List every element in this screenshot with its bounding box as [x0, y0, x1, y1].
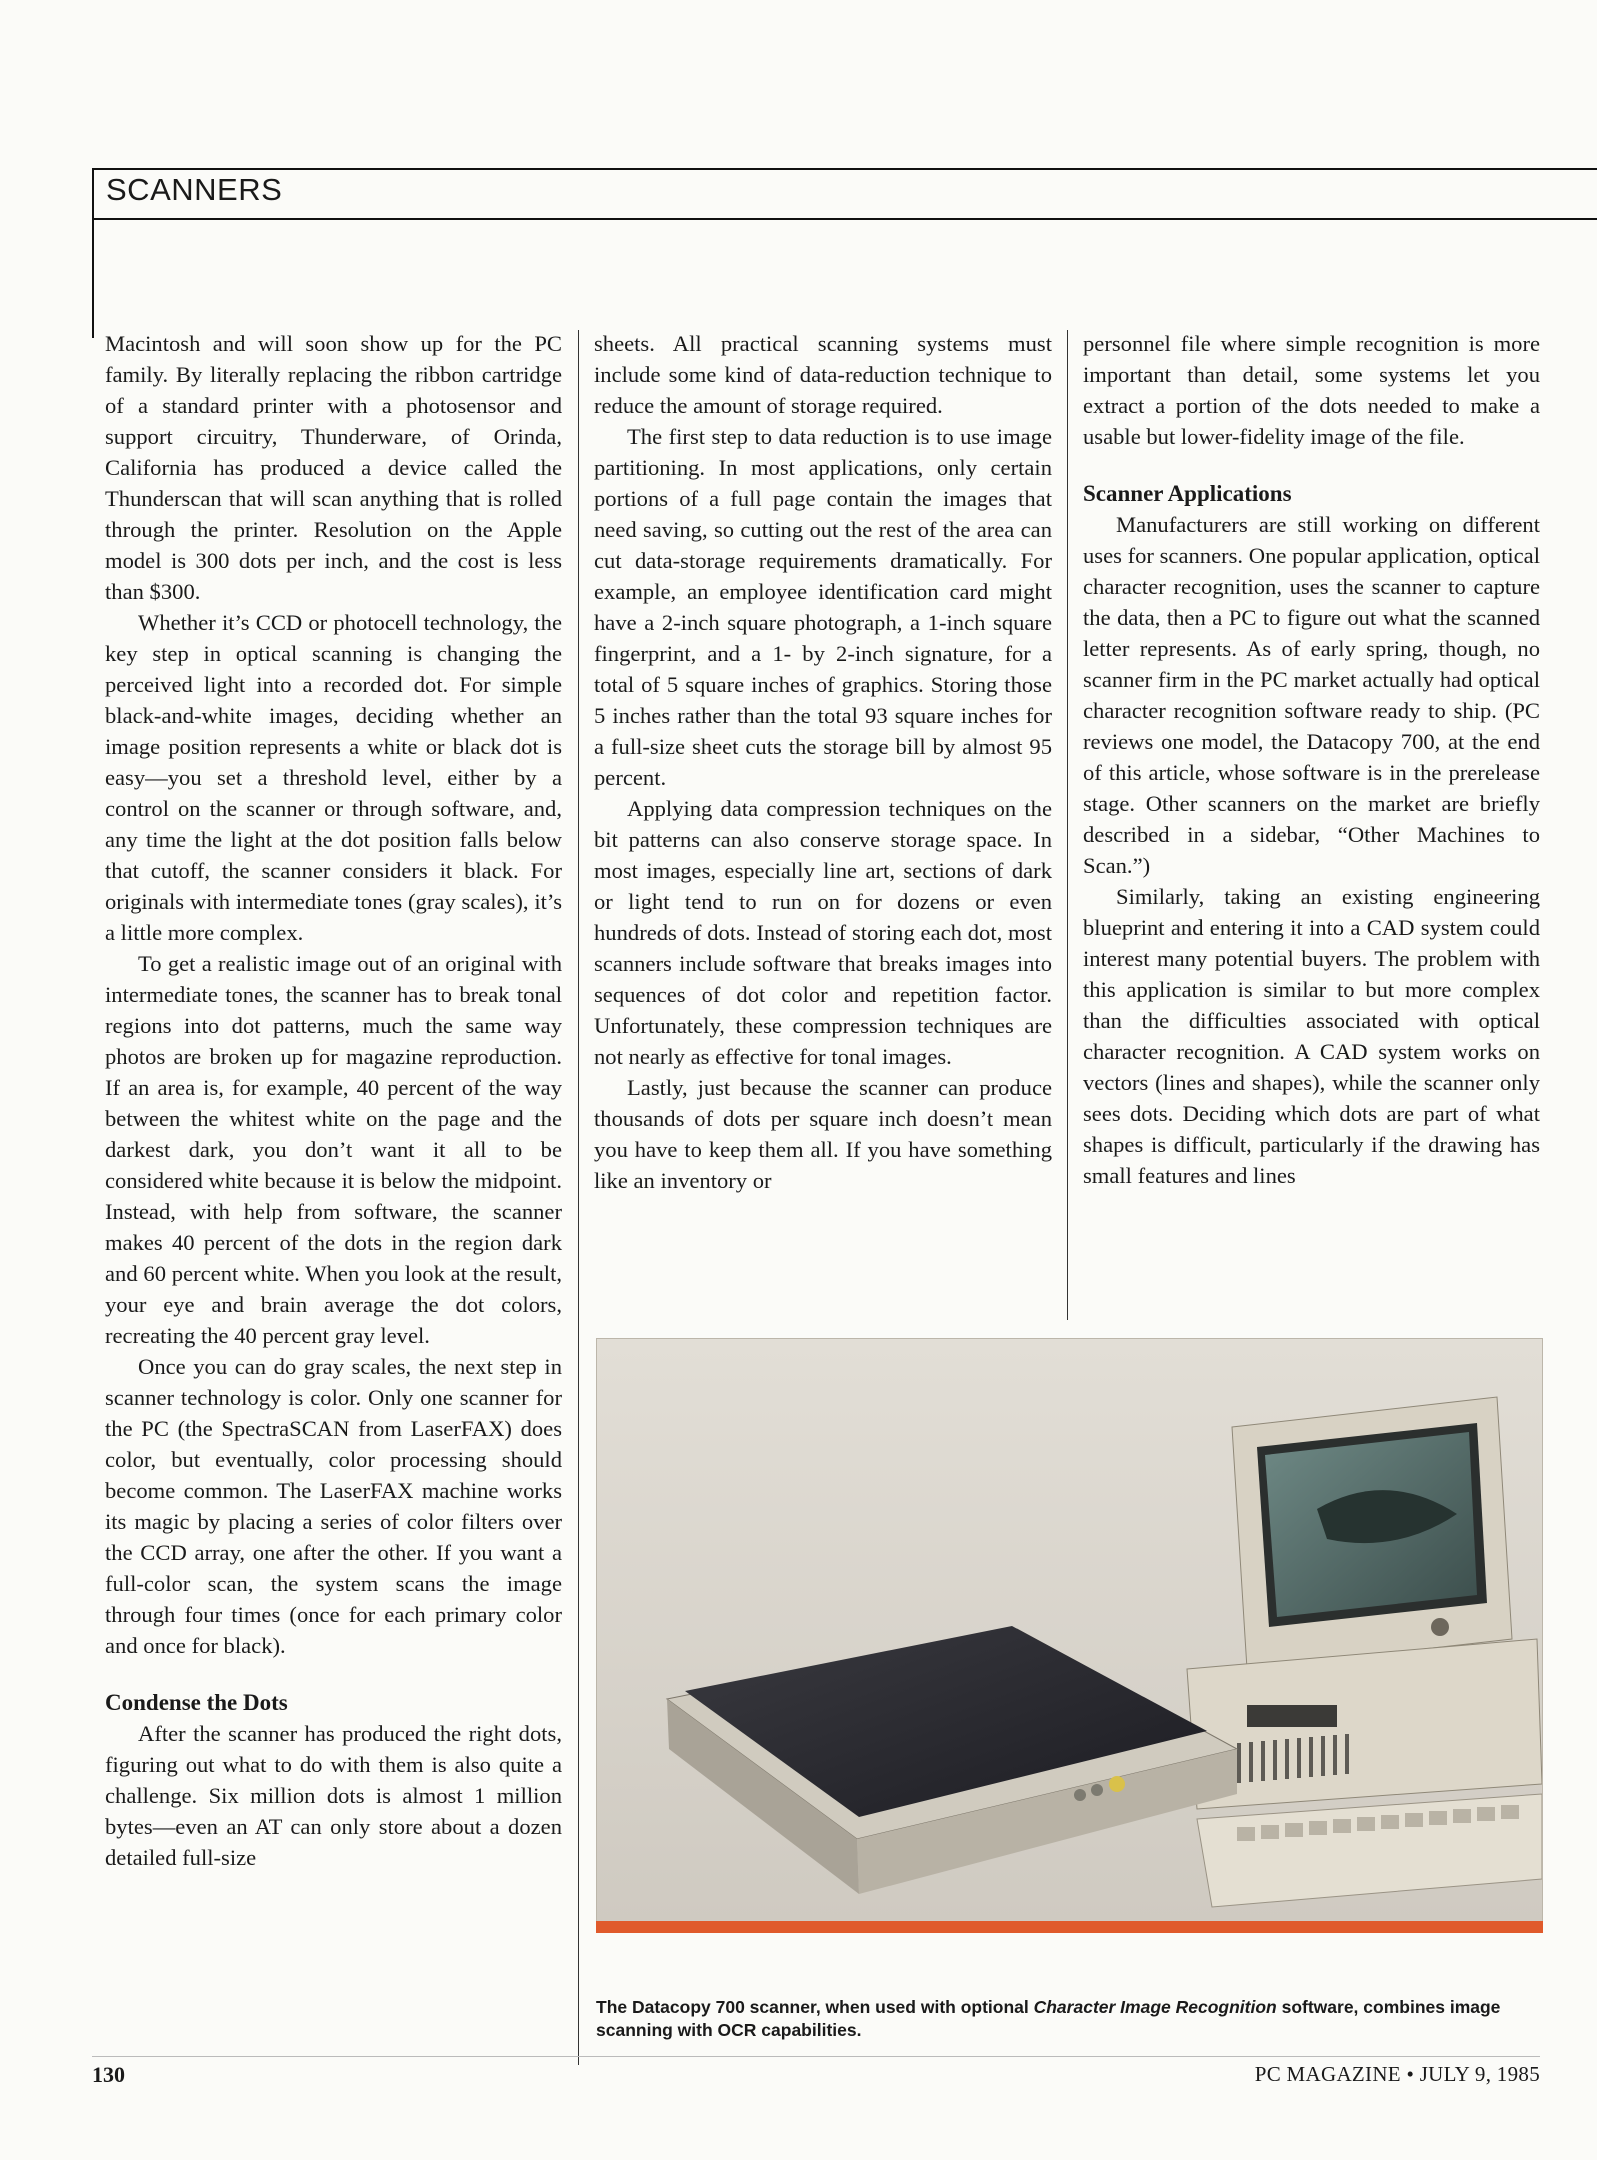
section-title: SCANNERS [106, 172, 283, 207]
paragraph: Whether it’s CCD or photocell technology, the key step in optical scanning is changing the perceived light into a recorded dot. For simple black-and-white images, deciding whether an image position represents a white or black dot is easy—you set a threshold level, either by a control on the scanner or through software, and, any time the light at the dot position falls below that cutoff, the scanner considers it black. For originals with intermediate tones (gray scales), it’s a little more complex. [105, 610, 562, 945]
subheading-scanner-applications: Scanner Applications [1083, 481, 1292, 506]
paragraph: Once you can do gray scales, the next step in scanner technology is color. Only one scanner for the PC (the SpectraSCAN from LaserFAX) does color, but eventually, color processing should become common. The LaserFAX machine works its magic by placing a series of color filters over the CCD array, one after the other. If you want a full-color scan, the system scans the image through four times (once for each primary color and once for black). [105, 1354, 562, 1658]
publication-line: PC MAGAZINE • JULY 9, 1985 [1254, 2062, 1540, 2086]
paragraph: personnel file where simple recognition is more important than detail, some systems let you extract a portion of the dots needed to make a usable but lower-fidelity image of the file. [1083, 331, 1540, 449]
paragraph: Manufacturers are still working on different uses for scanners. One popular application, optical character recognition, uses the scanner to capture the data, then a PC to figure out what the scanned letter represents. As of early spring, though, no scanner firm in the PC market actually had optical character recognition software ready to ship. (PC reviews one model, the Datacopy 700, at the end of this article, whose software is in the prerelease stage. Other scanners on the market are briefly described in a sidebar, “Other Machines to Scan.”) [1083, 512, 1540, 878]
paragraph: Applying data compression techniques on the bit patterns can also conserve storage space. In most images, especially line art, sections of dark or light tend to run on for dozens or even hundreds of dots. Instead of storing each dot, most scanners include software that breaks images into sequences of dot color and repetition factor. Unfortunately, these compression techniques are not nearly as effective for tonal images. [594, 796, 1052, 1069]
caption-accent-bar [596, 1921, 1543, 1933]
caption-tail: software, combines image scanning with OCR capabilities. [596, 1997, 1501, 2040]
caption-italic: Character Image Recognition [1033, 1997, 1277, 2017]
photo-caption [596, 1996, 1546, 2042]
monitor [1232, 1397, 1512, 1669]
column-rule [578, 330, 579, 2065]
footer-rule [92, 2056, 1540, 2057]
paragraph: To get a realistic image out of an original with intermediate tones, the scanner has to break tonal regions into dot patterns, much the same way photos are broken up for magazine reproduction. If an area is, for example, 40 percent of the way between the whitest white on the page and the darkest dark, you don’t want it all to be considered white because it is below the midpoint. Instead, with help from software, the scanner makes 40 percent of the dots in the region dark and 60 percent white. When you look at the result, your eye and brain average the dot colors, recreating the 40 percent gray level. [105, 951, 562, 1348]
product-photo [596, 1338, 1543, 1923]
paragraph: After the scanner has produced the right dots, figuring out what to do with them is also quite a challenge. Six million dots is almost 1 million bytes—even an AT can only store about a dozen detailed full-size [105, 1721, 562, 1870]
page-number: 130 [92, 2062, 125, 2087]
column-rule [1067, 330, 1068, 1320]
header-bottom-rule [92, 218, 1597, 220]
header-left-rule [92, 168, 94, 338]
header-top-rule [92, 168, 1597, 170]
paragraph: Similarly, taking an existing engineering blueprint and entering it into a CAD system could interest many potential buyers. The problem with this application is similar to but more complex than the difficulties associated with optical character recognition. A CAD system works on vectors (lines and shapes), while the scanner only sees dots. Deciding which dots are part of what shapes is difficult, particularly if the drawing has small features and lines [1083, 884, 1540, 1188]
article-column-3 [1083, 328, 1540, 1191]
paragraph: Lastly, just because the scanner can produce thousands of dots per square inch doesn’t mean you have to keep them all. If you have something like an inventory or [594, 1075, 1052, 1193]
paragraph: The first step to data reduction is to use image partitioning. In most applications, only certain portions of a full page contain the images that need saving, so cutting out the rest of the area can cut data-storage requirements dramatically. For example, an employee identification card might have a 2-inch square photograph, a 1-inch square fingerprint, and a 1- by 2-inch signature, for a total of 5 square inches of graphics. Storing those 5 inches rather than the total 93 square inches for a full-size sheet cuts the storage bill by almost 95 percent. [594, 424, 1052, 790]
article-column-1 [105, 328, 562, 1873]
paragraph: sheets. All practical scanning systems must include some kind of data-reduction technique to reduce the amount of storage required. [594, 331, 1052, 418]
subheading-condense-the-dots: Condense the Dots [105, 1690, 288, 1715]
article-column-2 [594, 328, 1052, 1196]
paragraph: Macintosh and will soon show up for the PC family. By literally replacing the ribbon cartridge of a standard printer with a photosensor and support circuitry, Thunderware, of Orinda, California has produced a device called the Thunderscan that will scan anything that is rolled through the printer. Resolution on the Apple model is 300 dots per inch, and the cost is less than $300. [105, 331, 562, 604]
datacopy-700-illustration [597, 1339, 1542, 1922]
caption-lead: The Datacopy 700 scanner, when used with optional [596, 1997, 1034, 2017]
pc-system-unit [1187, 1639, 1542, 1809]
